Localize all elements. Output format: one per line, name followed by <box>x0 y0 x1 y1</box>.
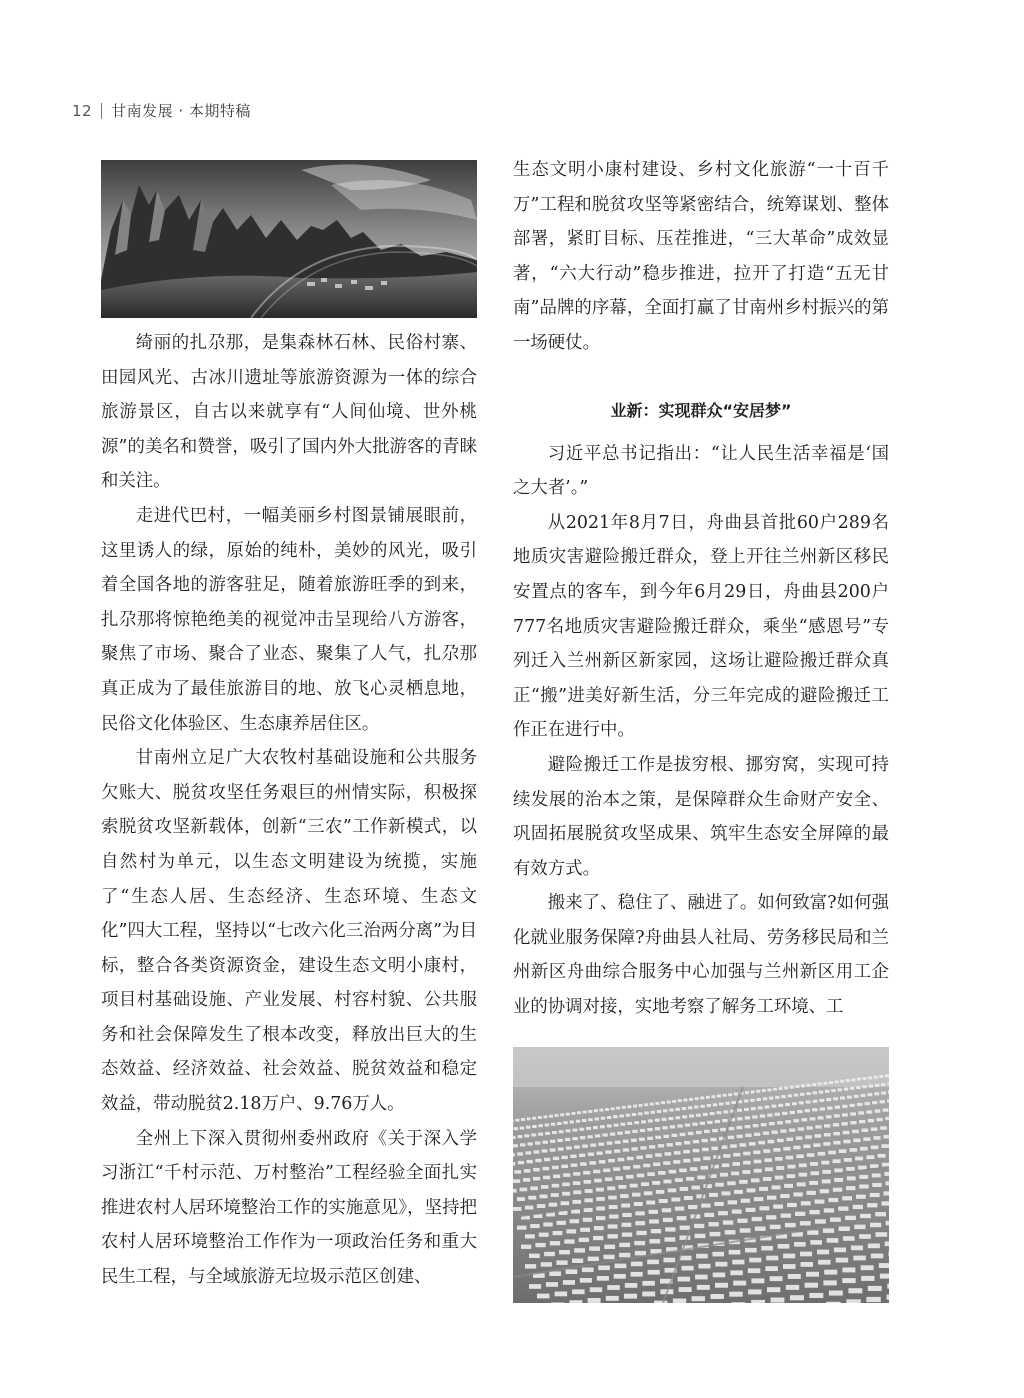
page-header <box>72 100 251 121</box>
paragraph: 习近平总书记指出：“让人民生活幸福是‘国之大者’。” <box>513 443 889 499</box>
paragraph: 避险搬迁工作是拔穷根、挪穷窝，实现可持续发展的治本之策，是保障群众生命财产安全、巩固拓展脱贫攻坚成果、筑牢生态安全屏障的最有效方式。 <box>513 754 889 879</box>
mountain-landscape-photo <box>101 160 477 318</box>
paragraph: 走进代巴村，一幅美丽乡村图景铺展眼前，这里诱人的绿，原始的纯朴，美妙的风光，吸引着全国各地的游客驻足，随着旅游旺季的到来，扎尕那将惊艳绝美的视觉冲击呈现给八方游客，聚焦了市场、聚合了业态、聚集了人气，扎尕那真正成为了最佳旅游目的地、放飞心灵栖息地，民俗文化体验区、生态康养居住区。 <box>101 505 477 734</box>
header-divider <box>101 103 102 119</box>
paragraph-continuation: 生态文明小康村建设、乡村文化旅游“一十百千万”工程和脱贫攻坚等紧密结合，统筹谋划、整体部署，紧盯目标、压茬推进，“三大革命”成效显著，“六大行动”稳步推进，拉开了打造“五无甘南”品牌的序幕，全面打赢了甘南州乡村振兴的第一场硬仗。 <box>513 160 889 353</box>
paragraph: 全州上下深入贯彻州委州政府《关于深入学习浙江“千村示范、万村整治”工程经验全面扎实推进农村人居环境整治工作的实施意见》，坚持把农村人居环境整治工作作为一项政治任务和重大民生工程，与全域旅游无垃圾示范区创建、 <box>101 1128 477 1288</box>
section-title: 甘南发展 · 本期特稿 <box>111 102 251 120</box>
paragraph: 甘南州立足广大农牧村基础设施和公共服务欠账大、脱贫攻坚任务艰巨的州情实际，积极探索脱贫攻坚新载体，创新“三农”工作新模式，以自然村为单元，以生态文明建设为统揽，实施了“生态人居、生态经济、生态环境、生态文化”四大工程，坚持以“七改六化三治两分离”为目标，整合各类资源资金，建设生态文明小康村，项目村基础设施、产业发展、村容村貌、公共服务和社会保障发生了根本改变，释放出巨大的生态效益、经济效益、社会效益、脱贫效益和稳定效益，带动脱贫2.18万户、9.76万人。 <box>101 748 477 1115</box>
paragraph: 从2021年8月7日，舟曲县首批60户289名地质灾害避险搬迁群众，登上开往兰州新区移民安置点的客车，到今年6月29日，舟曲县200户777名地质灾害避险搬迁群众，乘坐“感恩号”专列迁入兰州新区新家园，这场让避险搬迁群众真正“搬”进美好新生活，分三年完成的避险搬迁工作正在进行中。 <box>513 512 889 741</box>
left-column <box>101 160 477 1295</box>
right-column <box>513 153 889 1303</box>
paragraph: 搬来了、稳住了、融进了。如何致富?如何强化就业服务保障?舟曲县人社局、劳务移民局和兰州新区舟曲综合服务中心加强与兰州新区用工企业的协调对接，实地考察了解务工环境、工 <box>513 893 889 1018</box>
page-number: 12 <box>72 101 93 120</box>
paragraph: 绮丽的扎尕那，是集森林石林、民俗村寨、田园风光、古冰川遗址等旅游资源为一体的综合旅游景区，自古以来就享有“人间仙境、世外桃源”的美名和赞誉，吸引了国内外大批游客的青睐和关注。 <box>101 333 477 492</box>
aerial-resettlement-housing-photo <box>513 1047 889 1303</box>
section-subheading: 业新：实现群众“安居梦” <box>610 400 792 420</box>
